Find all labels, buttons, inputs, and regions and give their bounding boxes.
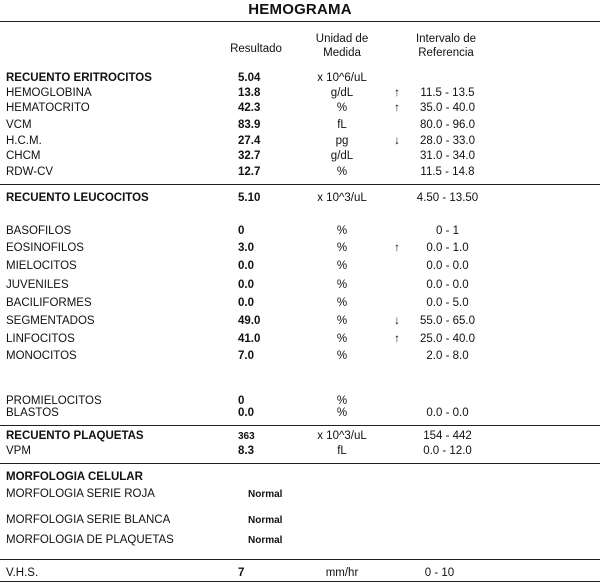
report-title: HEMOGRAMA [248,1,352,18]
result-row [0,240,600,257]
morphology-row [0,512,600,529]
result-row [0,258,600,275]
row-reference: 0.0 - 12.0 [423,445,472,457]
row-unit: % [336,350,348,362]
row-result: 32.7 [238,150,261,162]
row-reference: 0.0 - 5.0 [426,297,469,309]
row-result: 5.04 [238,72,261,84]
row-flag: ↑ [394,333,400,345]
row-label: HEMATOCRITO [6,102,90,114]
result-row [0,190,600,207]
row-reference: 0.0 - 0.0 [426,407,469,419]
row-unit: x 10^3/uL [317,430,367,442]
vhs-unit: mm/hr [325,567,359,579]
row-result: 13.8 [238,87,261,99]
morphology-label: MORFOLOGIA DE PLAQUETAS [6,534,174,546]
row-unit: g/dL [330,87,354,99]
row-result: 8.3 [238,445,254,457]
row-reference: 55.0 - 65.0 [420,315,475,327]
row-label: MONOCITOS [6,350,77,362]
header-ref-line1: Intervalo de [415,33,477,45]
row-reference: 0 - 1 [435,225,459,237]
row-label: CHCM [6,150,41,162]
row-flag: ↓ [394,135,400,147]
row-unit: x 10^6/uL [317,72,367,84]
row-result: 0.0 [238,279,254,291]
row-unit: % [336,315,348,327]
row-label: EOSINOFILOS [6,242,84,254]
result-row [0,117,600,134]
vhs-row [0,565,600,582]
header-unit-line1: Unidad de [315,33,369,45]
row-flag: ↑ [394,242,400,254]
vhs-result: 7 [238,567,245,579]
row-unit: % [336,395,348,407]
row-label: MIELOCITOS [6,260,77,272]
title-divider [0,21,600,22]
row-result: 0.0 [238,260,254,272]
vhs-reference: 0 - 10 [424,567,455,579]
row-label: BLASTOS [6,407,59,419]
result-row [0,313,600,330]
row-label: RECUENTO ERITROCITOS [6,72,152,84]
result-row [0,295,600,312]
header-reference [398,32,494,60]
row-result: 27.4 [238,135,261,147]
result-row [0,223,600,240]
row-label: PROMIELOCITOS [6,395,102,407]
result-row [0,164,600,181]
row-unit: % [336,166,348,178]
row-label: RECUENTO PLAQUETAS [6,430,144,442]
row-unit: pg [335,135,349,147]
row-reference: 2.0 - 8.0 [426,350,469,362]
row-label: VPM [6,445,31,457]
row-reference: 11.5 - 13.5 [420,87,475,99]
result-row [0,331,600,348]
result-row [0,277,600,294]
row-result: 3.0 [238,242,254,254]
morphology-label: MORFOLOGIA SERIE ROJA [6,488,155,500]
row-result: 41.0 [238,333,261,345]
vhs-label: V.H.S. [6,567,39,579]
result-row [0,348,600,365]
row-reference: 80.0 - 96.0 [420,119,475,131]
header-result: Resultado [230,43,282,55]
row-result: 49.0 [238,315,261,327]
result-row [0,148,600,165]
row-result: 5.10 [238,192,261,204]
row-reference: 31.0 - 34.0 [420,150,475,162]
row-flag: ↑ [394,87,400,99]
header-unit-line2: Medida [323,47,361,59]
morphology-value: Normal [248,515,283,526]
row-result: 0.0 [238,407,254,419]
row-unit: % [336,260,348,272]
morphology-heading-row [0,469,600,486]
row-result: 12.7 [238,166,261,178]
section-divider [0,463,600,464]
row-unit: fL [337,119,347,131]
row-label: BASOFILOS [6,225,72,237]
row-reference: 154 - 442 [423,430,472,442]
result-row [0,443,600,460]
morphology-value: Normal [248,489,283,500]
section-divider [0,184,600,185]
row-label: SEGMENTADOS [6,315,95,327]
row-reference: 35.0 - 40.0 [420,102,475,114]
morphology-heading: MORFOLOGIA CELULAR [6,471,143,483]
row-label: RDW-CV [6,166,54,178]
row-result: 42.3 [238,102,261,114]
result-row [0,100,600,117]
row-reference: 0.0 - 0.0 [426,279,469,291]
row-label: BACILIFORMES [6,297,92,309]
result-row [0,405,600,422]
row-unit: % [336,102,348,114]
row-flag: ↓ [394,315,400,327]
section-divider [0,559,600,560]
row-label: HEMOGLOBINA [6,87,92,99]
row-label: LINFOCITOS [6,333,75,345]
row-reference: 0.0 - 1.0 [426,242,469,254]
row-unit: % [336,333,348,345]
row-reference: 25.0 - 40.0 [420,333,475,345]
row-unit: % [336,279,348,291]
row-flag: ↑ [394,102,400,114]
row-unit: fL [337,445,347,457]
morphology-row [0,532,600,549]
row-label: JUVENILES [6,279,69,291]
row-unit: % [336,242,348,254]
section-divider [0,425,600,426]
row-unit: % [336,407,348,419]
row-result: 7.0 [238,350,254,362]
row-unit: % [336,225,348,237]
row-result: 363 [238,431,255,442]
row-label: VCM [6,119,32,131]
row-label: RECUENTO LEUCOCITOS [6,192,149,204]
header-unit [302,32,382,60]
row-label: H.C.M. [6,135,42,147]
row-result: 0.0 [238,297,254,309]
row-reference: 0.0 - 0.0 [426,260,469,272]
row-result: 0 [238,395,245,407]
row-result: 0 [238,225,245,237]
row-reference: 11.5 - 14.8 [420,166,475,178]
row-unit: x 10^3/uL [317,192,367,204]
row-reference: 28.0 - 33.0 [420,135,475,147]
morphology-value: Normal [248,535,283,546]
bottom-divider [0,581,600,582]
morphology-label: MORFOLOGIA SERIE BLANCA [6,514,171,526]
row-reference: 4.50 - 13.50 [416,192,479,204]
row-result: 83.9 [238,119,261,131]
row-unit: % [336,297,348,309]
row-unit: g/dL [330,150,354,162]
morphology-row [0,486,600,503]
header-ref-line2: Referencia [418,47,474,59]
